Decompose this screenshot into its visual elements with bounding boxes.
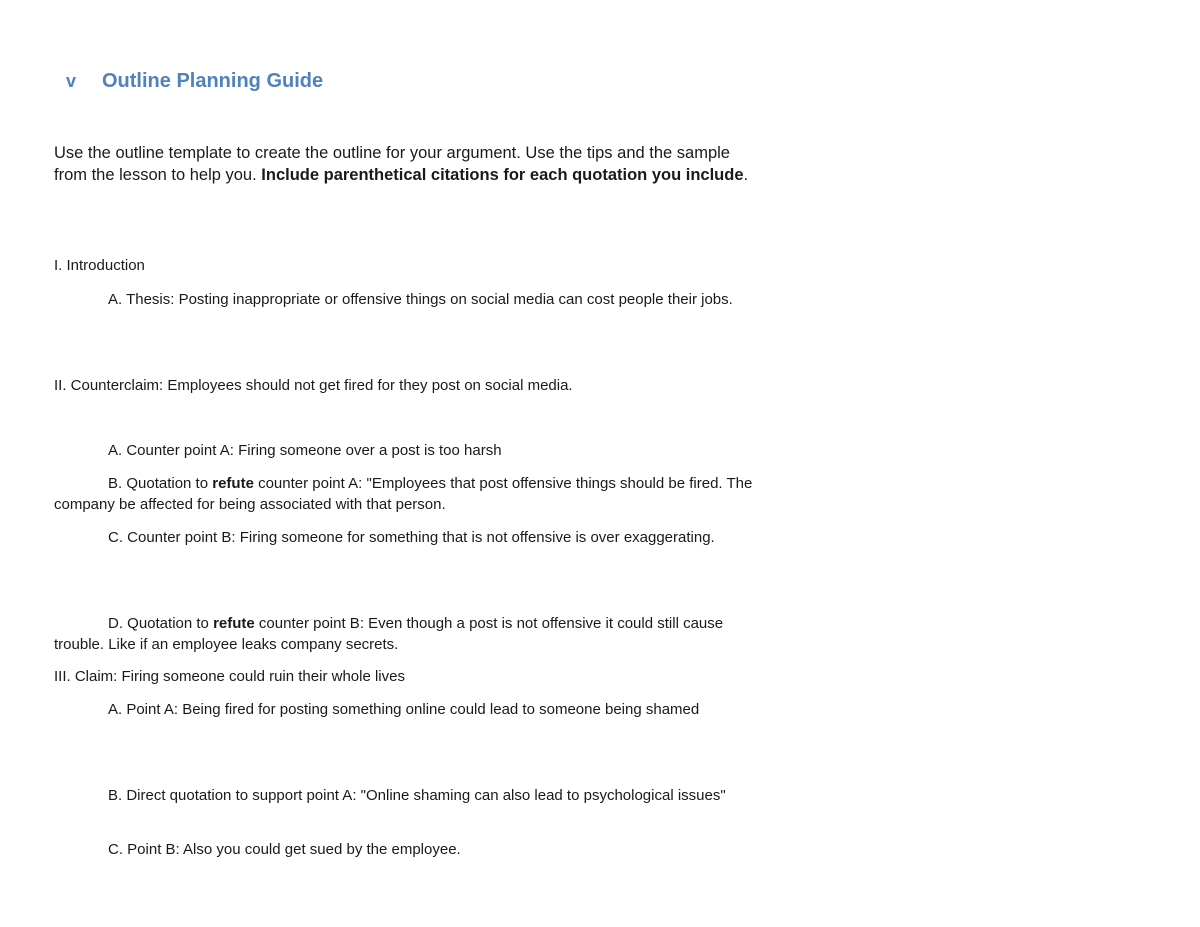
instructions-paragraph — [54, 142, 754, 186]
outline-item-2d-prefix: D. Quotation to — [108, 615, 214, 632]
outline-item-3a-text: A. Point A: Being fired for posting something online could lead to someone being shamed — [108, 701, 700, 718]
outline-item-2d-text: counter point B: Even though a post is not offensive it could still cause trouble. Like if an employee leaks company secrets. — [54, 615, 724, 653]
page-title: Outline Planning Guide — [102, 70, 324, 92]
outline-item-3b-text: B. Direct quotation to support point A: "Online shaming can also lead to psychological issues" — [108, 787, 726, 804]
outline-item-2b — [54, 473, 764, 515]
outline-item-1a — [54, 289, 764, 310]
outline-item-3c-text: C. Point B: Also you could get sued by the employee. — [108, 841, 461, 858]
outline-item-2a-text: A. Counter point A: Firing someone over a post is too harsh — [108, 442, 502, 459]
outline-section-2-heading: II. Counterclaim: Employees should not get fired for they post on social media. — [54, 377, 573, 394]
instructions-end: . — [743, 166, 749, 184]
section-heading — [66, 70, 323, 93]
outline-item-2b-prefix: B. Quotation to — [108, 475, 213, 492]
outline-section-1-heading: I. Introduction — [54, 257, 145, 274]
instructions-text: Use the outline template to create the outline for your argument. Use the tips and the sample from the lesson to help you. — [54, 144, 730, 184]
outline-item-2b-bold: refute — [212, 475, 254, 492]
heading-bullet: v — [66, 71, 77, 91]
outline-item-2c — [54, 527, 764, 548]
instructions-bold: Include parenthetical citations for each quotation you include — [261, 166, 744, 184]
outline-item-2b-text: counter point A: "Employees that post offensive things should be fired. The company be affected for being associated with that person. — [54, 475, 753, 513]
outline-item-2d-bold: refute — [213, 615, 255, 632]
outline-item-2c-text: C. Counter point B: Firing someone for something that is not offensive is over exaggerating. — [108, 529, 715, 546]
outline-item-3b — [54, 785, 764, 806]
outline-item-2d — [54, 613, 764, 655]
outline-item-3a — [54, 699, 764, 720]
outline-item-2a — [54, 440, 764, 461]
outline-item-1a-text: A. Thesis: Posting inappropriate or offensive things on social media can cost people their jobs. — [108, 291, 733, 308]
outline-item-3c — [54, 839, 764, 860]
outline-section-3-heading: III. Claim: Firing someone could ruin their whole lives — [54, 668, 405, 685]
